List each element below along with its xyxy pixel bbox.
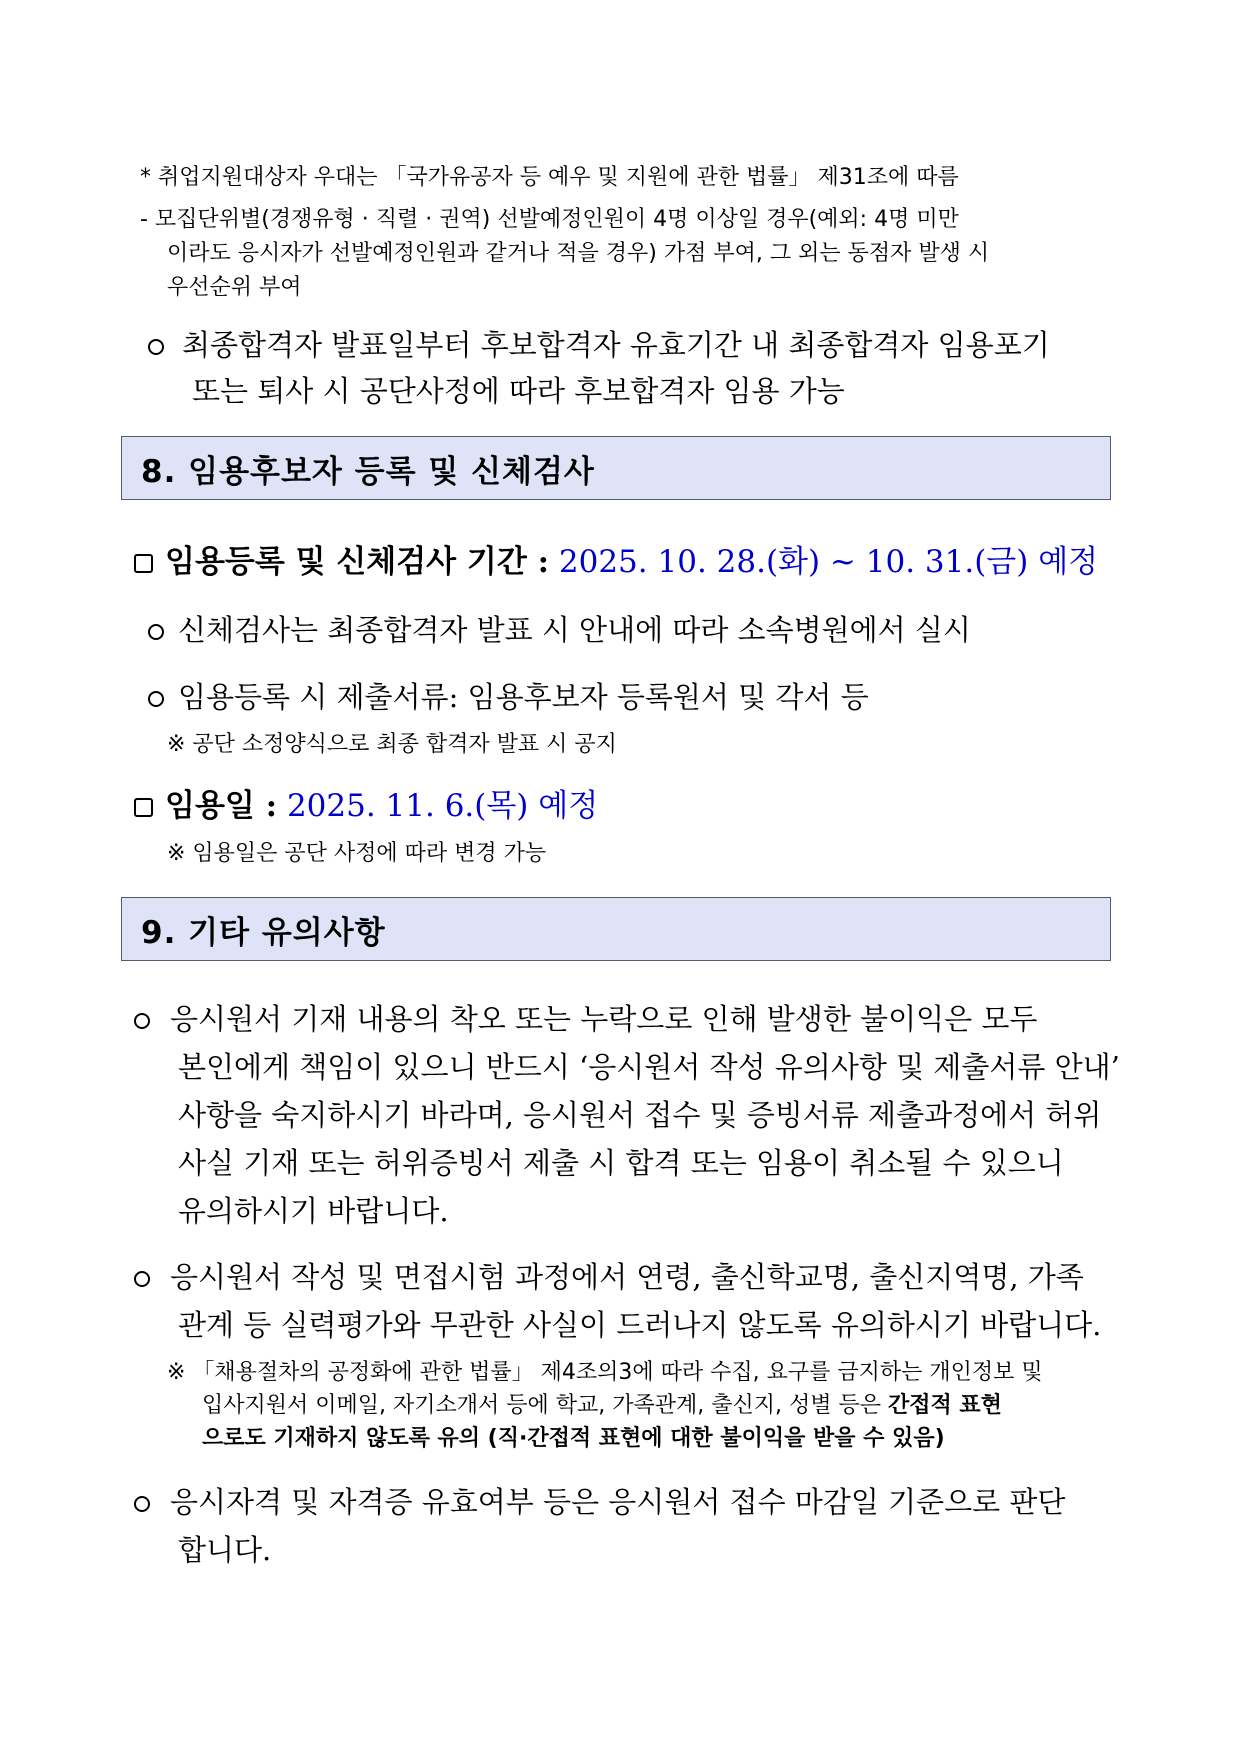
notice-item-1-line2: 본인에게 책임이 있으니 반드시 ‘응시원서 작성 유의사항 및 제출서류 안내’ (178, 1050, 1120, 1084)
registration-period-item (134, 536, 1098, 581)
alternate-hire-item-line2: 또는 퇴사 시 공단사정에 따라 후보합격자 임용 가능 (192, 374, 845, 408)
medical-exam-item: 신체검사는 최종합격자 발표 시 안내에 따라 소속병원에서 실시 (148, 608, 971, 649)
notice-item-2-line2: 관계 등 실력평가와 무관한 사실이 드러나지 않도록 유의하시기 바랍니다. (178, 1308, 1102, 1342)
appointment-date-note: ※ 임용일은 공단 사정에 따라 변경 가능 (167, 841, 547, 866)
section-8-title: 8. 임용후보자 등록 및 신체검사 (141, 453, 595, 490)
alternate-hire-item: 최종합격자 발표일부터 후보합격자 유효기간 내 최종합격자 임용포기 (148, 323, 1050, 364)
square-bullet-icon (134, 554, 153, 573)
submission-docs-item: 임용등록 시 제출서류: 임용후보자 등록원서 및 각서 등 (148, 675, 869, 716)
notice-item-2-line1: 응시원서 작성 및 면접시험 과정에서 연령, 출신학교명, 출신지역명, 가족 (134, 1255, 1084, 1296)
section-8-header (121, 436, 1111, 500)
fair-hiring-note-line1: ※ 「채용절차의 공정화에 관한 법률」 제4조의3에 따라 수집, 요구를 금지하는 개인정보 및 (167, 1360, 1043, 1385)
star-note-text: * 취업지원대상자 우대는 「국가유공자 등 예우 및 지원에 관한 법률」 제31조에 따름 (140, 165, 959, 190)
notice-item-1-line1: 응시원서 기재 내용의 착오 또는 누락으로 인해 발생한 불이익은 모두 (134, 997, 1037, 1038)
employment-support-note (140, 160, 1110, 191)
score-bonus-note-line2: 이라도 응시자가 선발예정인원과 같거나 적을 경우) 가점 부여, 그 외는 동점자 발생 시 (167, 241, 990, 266)
appointment-date-item (134, 780, 598, 825)
appointment-date-label: 임용일 : (165, 788, 278, 824)
circle-bullet-icon (134, 1013, 150, 1029)
square-bullet-icon (134, 798, 153, 817)
submission-docs-note: ※ 공단 소정양식으로 최종 합격자 발표 시 공지 (167, 732, 617, 757)
score-bonus-note-line3: 우선순위 부여 (167, 275, 302, 300)
notice-item-1-line3: 사항을 숙지하시기 바라며, 응시원서 접수 및 증빙서류 제출과정에서 허위 (178, 1098, 1102, 1132)
circle-bullet-icon (134, 1496, 150, 1512)
appointment-date-value: 2025. 11. 6.(목) 예정 (286, 788, 599, 824)
notice-item-3-line2: 합니다. (178, 1533, 272, 1567)
circle-bullet-icon (148, 339, 164, 355)
section-9-title: 9. 기타 유의사항 (141, 914, 386, 951)
fair-hiring-note-line2: 입사지원서 이메일, 자기소개서 등에 학교, 가족관계, 출신지, 성별 등은 간접적 표현 (202, 1393, 1002, 1418)
section-9-header (121, 897, 1111, 961)
circle-bullet-icon (148, 691, 164, 707)
registration-period-value: 2025. 10. 28.(화) ~ 10. 31.(금) 예정 (558, 544, 1099, 580)
score-bonus-note-line1: - 모집단위별(경쟁유형 · 직렬 · 권역) 선발예정인원이 4명 이상일 경우(예외: 4명 미만 (140, 207, 959, 232)
circle-bullet-icon (148, 624, 164, 640)
notice-item-3-line1: 응시자격 및 자격증 유효여부 등은 응시원서 접수 마감일 기준으로 판단 (134, 1480, 1065, 1521)
fair-hiring-note-line3: 으로도 기재하지 않도록 유의 (직·간접적 표현에 대한 불이익을 받을 수 있음) (202, 1426, 945, 1451)
notice-item-1-line5: 유의하시기 바랍니다. (178, 1194, 449, 1228)
notice-item-1-line4: 사실 기재 또는 허위증빙서 제출 시 합격 또는 임용이 취소될 수 있으니 (178, 1146, 1064, 1180)
registration-period-label: 임용등록 및 신체검사 기간 : (165, 544, 550, 580)
circle-bullet-icon (134, 1271, 150, 1287)
